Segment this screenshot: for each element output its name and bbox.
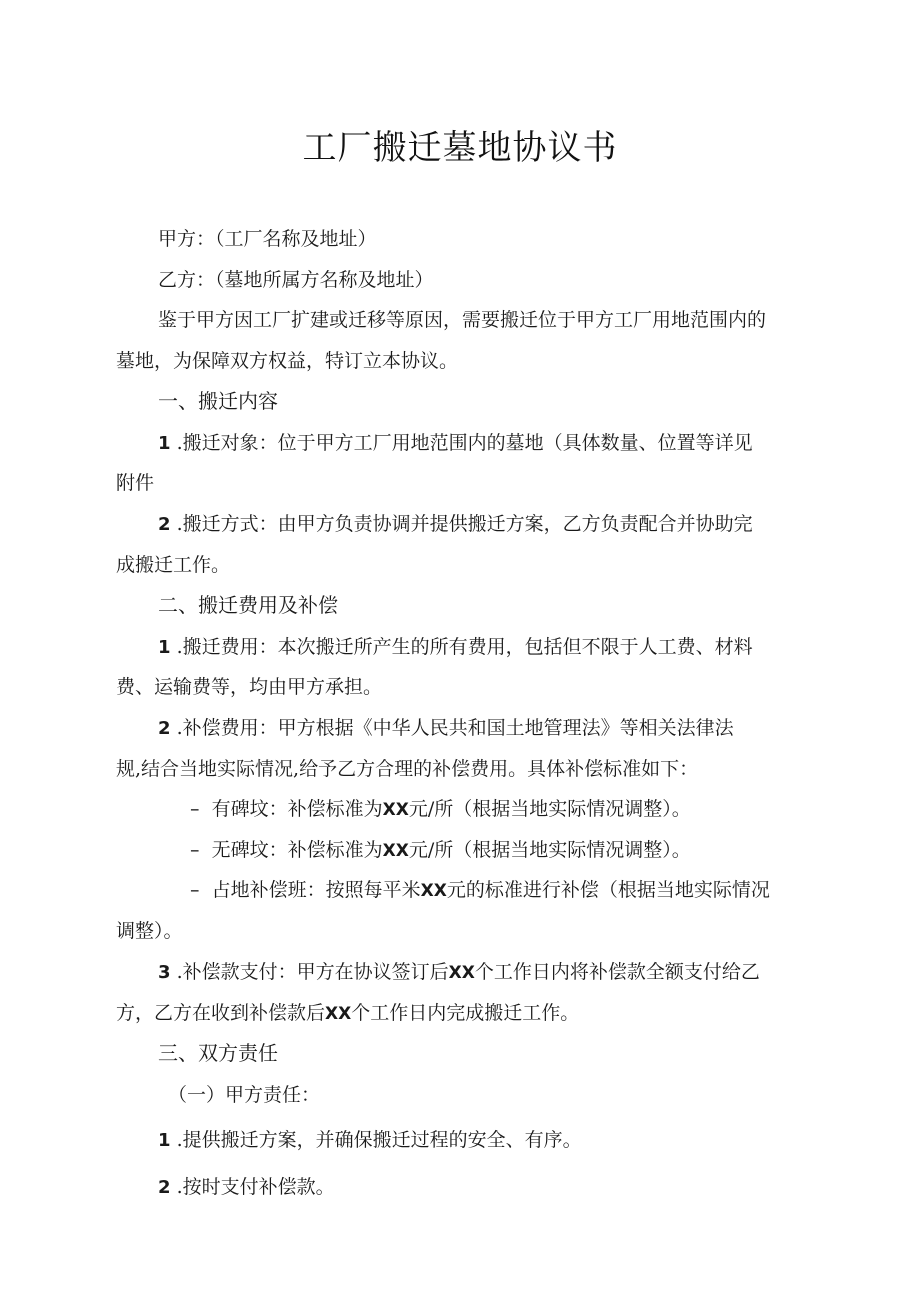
item-text: .补偿费用：甲方根据《中华人民共和国土地管理法》等相关法律法 — [176, 717, 734, 739]
section-3-subheading: （一）甲方责任： — [168, 1084, 321, 1106]
section-1-item-2-line-2: 成搬迁工作。 — [116, 554, 231, 576]
item-text: .按时支付补偿款。 — [176, 1176, 335, 1198]
item-text: 个工作日内将补偿款全额支付给乙 — [474, 961, 760, 983]
compensation-bullet-1 — [190, 795, 691, 824]
item-number: 1 — [158, 433, 171, 454]
bullet-text: 有碑坟：补偿标准为 — [211, 798, 383, 820]
dash-bullet: – — [190, 839, 200, 861]
item-number: 1 — [158, 1130, 171, 1151]
bullet-text: 元/所（根据当地实际情况调整）。 — [408, 798, 691, 820]
bullet-text: 占地补偿班：按照每平米 — [211, 879, 421, 901]
item-number: 2 — [158, 514, 171, 535]
item-number: 2 — [158, 1177, 171, 1198]
item-number: 3 — [158, 962, 171, 983]
compensation-bullet-2 — [190, 836, 691, 865]
item-text: .搬迁费用：本次搬迁所产生的所有费用，包括但不限于人工费、材料 — [176, 636, 753, 658]
bullet-text: 元/所（根据当地实际情况调整）。 — [408, 839, 691, 861]
bullet-text: 无碑坟：补偿标准为 — [211, 839, 383, 861]
party-a: 甲方：（工厂名称及地址） — [158, 228, 377, 250]
preamble-line-2: 墓地，为保障双方权益，特订立本协议。 — [116, 350, 459, 372]
item-text: .补偿款支付：甲方在协议签订后 — [176, 961, 449, 983]
section-3-item-1 — [158, 1126, 582, 1155]
item-number: 1 — [158, 637, 171, 658]
section-2-item-2-line-1 — [158, 714, 734, 743]
placeholder-amount: XX — [382, 800, 409, 820]
section-1-item-1-line-1 — [158, 429, 753, 458]
placeholder-amount: XX — [420, 881, 447, 901]
item-text: .搬迁对象：位于甲方工厂用地范围内的墓地（具体数量、位置等详见 — [176, 432, 753, 454]
preamble-line-1: 鉴于甲方因工厂扩建或迁移等原因，需要搬迁位于甲方工厂用地范围内的 — [158, 309, 767, 331]
placeholder-amount: XX — [382, 841, 409, 861]
bullet-text: 元的标准进行补偿（根据当地实际情况 — [446, 879, 770, 901]
party-b: 乙方：（墓地所属方名称及地址） — [158, 269, 434, 291]
section-1-item-1-line-2: 附件 — [116, 472, 155, 494]
item-text: .提供搬迁方案，并确保搬迁过程的安全、有序。 — [176, 1129, 582, 1151]
dash-bullet: – — [190, 798, 200, 820]
item-text: 方，乙方在收到补偿款后 — [116, 1002, 326, 1024]
document-title: 工厂搬迁墓地协议书 — [302, 128, 618, 168]
compensation-bullet-3-line-2: 调整）。 — [116, 920, 183, 942]
section-1-heading: 一、搬迁内容 — [158, 389, 278, 413]
item-number: 2 — [158, 718, 171, 739]
section-2-item-3-line-1 — [158, 958, 760, 987]
item-text: 个工作日内完成搬迁工作。 — [351, 1002, 580, 1024]
section-2-item-2-line-2: 规,结合当地实际情况,给予乙方合理的补偿费用。具体补偿标准如下： — [116, 758, 699, 780]
compensation-bullet-3-line-1 — [190, 876, 770, 905]
placeholder-days: XX — [448, 963, 475, 983]
placeholder-days: XX — [325, 1004, 352, 1024]
section-2-item-3-line-2 — [116, 999, 579, 1028]
section-3-heading: 三、双方责任 — [158, 1041, 278, 1065]
section-3-item-2 — [158, 1173, 335, 1202]
section-2-item-1-line-1 — [158, 633, 753, 662]
section-2-item-1-line-2: 费、运输费等，均由甲方承担。 — [116, 676, 383, 698]
section-2-heading: 二、搬迁费用及补偿 — [158, 593, 338, 617]
dash-bullet: – — [190, 879, 200, 901]
section-1-item-2-line-1 — [158, 510, 753, 539]
item-text: .搬迁方式：由甲方负责协调并提供搬迁方案，乙方负责配合并协助完 — [176, 513, 753, 535]
